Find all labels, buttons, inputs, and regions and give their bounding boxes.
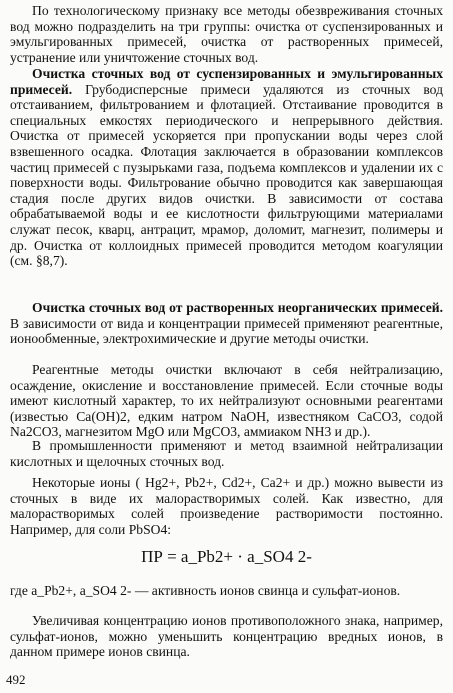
dissolved-impurities-paragraph: Очистка сточных вод от растворенных неорганических примесей. В зависимости от вида и концентрации примесей применяют реагентные, ионообменные, электрохимические и другие методы очистки. bbox=[10, 300, 443, 347]
formula-explanation: где a_Pb2+, a_SO4 2- — активность ионов свинца и сульфат-ионов. bbox=[10, 583, 401, 598]
final-paragraph: Увеличивая концентрацию ионов противоположного знака, например, сульфат-ионов, можно уменьшить концентрацию вредных ионов, в данном примере ионов свинца. bbox=[10, 613, 443, 660]
section-heading-suspended: Очистка сточных вод от суспензированных и эмульгированных примесей. bbox=[10, 66, 443, 97]
page-number: 492 bbox=[6, 672, 26, 687]
section-heading-dissolved: Очистка сточных вод от растворенных неорганических примесей. bbox=[32, 300, 443, 315]
reagent-methods-paragraph: Реагентные методы очистки включают в себя нейтрализацию, осаждение, окисление и восстановление примесей. Если сточные воды имеют кислотный характер, то их нейтрализуют основными реагентами (известью Ca(OH)2, едким натром NaOH, известняком CaCO3, содой Na2CO3, магнезитом MgO или MgCO3, аммиаком NH3 и др.). bbox=[10, 362, 443, 440]
mutual-neutralization-paragraph: В промышленности применяют и метод взаимной нейтрализации кислотных и щелочных сточных вод. bbox=[10, 438, 443, 469]
intro-paragraph: По технологическому признаку все методы обезвреживания сточных вод можно подразделить на три группы: очистка от суспензированных и эмульгированных примесей, очистка от растворенных примесей, устранение или уничтожение сточных вод. bbox=[10, 3, 443, 65]
suspended-impurities-paragraph: Очистка сточных вод от суспензированных и эмульгированных примесей. Грубодисперсные примеси удаляются из сточных вод отстаиванием, фильтрованием и флотацией. Отстаивание проводится в специальных емкостях периодического и непрерывного действия. Очистка от примесей ускоряется при пропускании воды через слой взвешенного осадка. Флотация заключается в образовании комплексов частиц примесей с пузырьками газа, подъема комплексов и удалении их с поверхности воды. Фильтрование обычно проводится как завершающая стадия после других видов очистки. В зависимости от состава обрабатываемой воды и ее кислотности фильтрующими материалами служат песок, кварц, антрацит, мрамор, доломит, магнезит, полимеры и др. Очистка от коллоидных примесей проводится методом коагуляции (см. §8,7). bbox=[10, 66, 443, 269]
ions-paragraph: Некоторые ионы ( Hg2+, Pb2+, Cd2+, Ca2+ и др.) можно вывести из сточных в виде их малорастворимых солей. Как известно, для малорастворимых солей произведение растворимости постоянно. Например, для соли PbSO4: bbox=[10, 475, 443, 537]
solubility-product-formula: ПР = a_Pb2+ · a_SO4 2- bbox=[141, 547, 312, 566]
